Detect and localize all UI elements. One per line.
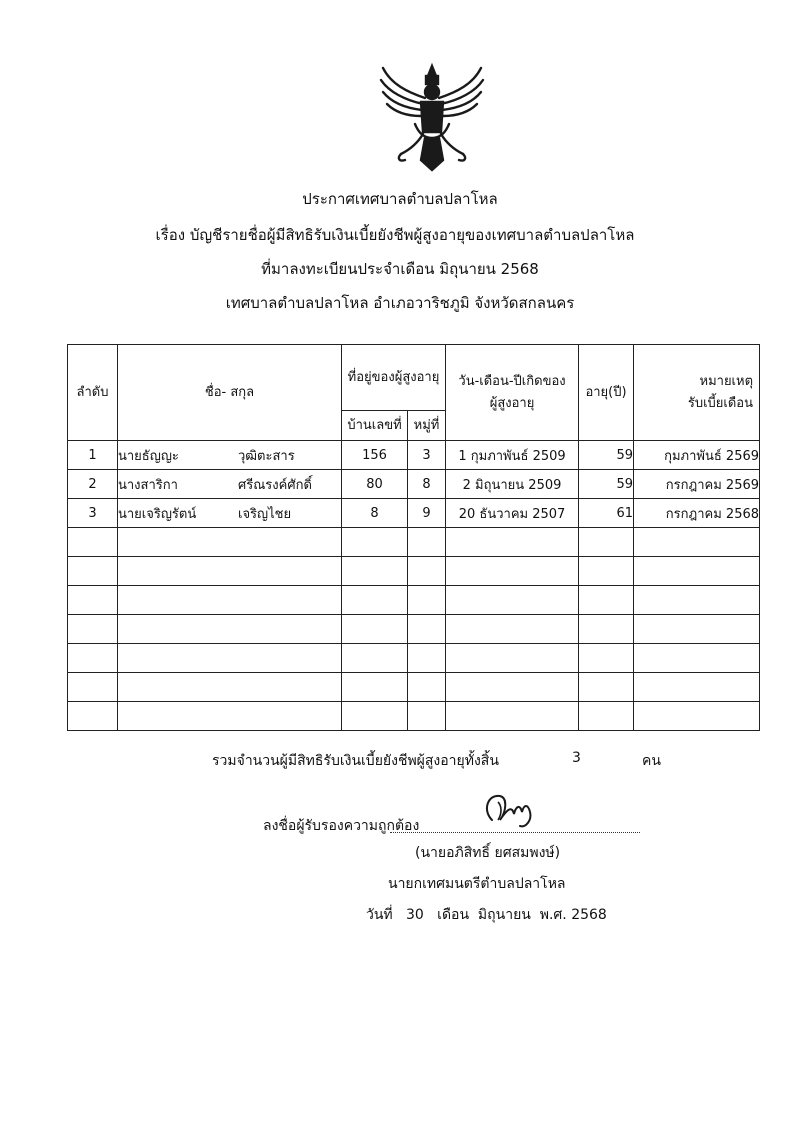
handwritten-signature bbox=[478, 790, 538, 832]
cell-no: 1 bbox=[68, 441, 118, 470]
cell-name bbox=[118, 499, 342, 528]
announcement-location: เทศบาลตำบลปลาโหล อำเภอวาริชภูมิ จังหวัดสกลนคร bbox=[225, 294, 575, 312]
col-header-remark-line2: รับเบี้ยเดือน bbox=[687, 395, 754, 411]
cell-surname: ศรีณรงค์ศักดิ์ bbox=[238, 477, 312, 493]
cell-house-no: 156 bbox=[342, 441, 408, 470]
table-row bbox=[68, 470, 760, 499]
cell-age: 61 bbox=[579, 499, 634, 528]
table-row-empty bbox=[68, 702, 760, 731]
cell-remark: กรกฎาคม 2569 bbox=[634, 470, 760, 499]
signer-position: นายกเทศมนตรีตำบลปลาโหล bbox=[388, 876, 566, 892]
cell-village: 3 bbox=[408, 441, 446, 470]
col-header-remark-line1: หมายเหตุ bbox=[699, 373, 754, 389]
summary-label: รวมจำนวนผู้มีสิทธิรับเงินเบี้ยยังชีพผู้สูงอายุทั้งสิ้น bbox=[212, 753, 499, 769]
cell-given-name: นางสาริกา bbox=[118, 477, 178, 493]
announcement-subject: เรื่อง บัญชีรายชื่อผู้มีสิทธิรับเงินเบี้ยยังชีพผู้สูงอายุของเทศบาลตำบลปลาโหล bbox=[155, 226, 635, 244]
signer-name: (นายอภิสิทธิ์ ยศสมพงษ์) bbox=[415, 845, 561, 861]
table-row-empty bbox=[68, 644, 760, 673]
col-header-address: ที่อยู่ของผู้สูงอายุ bbox=[342, 345, 446, 411]
table-row-empty bbox=[68, 615, 760, 644]
cell-dob: 1 กุมภาพันธ์ 2509 bbox=[446, 441, 579, 470]
beneficiary-table bbox=[67, 344, 760, 731]
signature-label: ลงชื่อผู้รับรองความถูกต้อง bbox=[263, 818, 420, 834]
table-row-empty bbox=[68, 673, 760, 702]
cell-given-name: นายเจริญรัตน์ bbox=[118, 506, 197, 522]
cell-given-name: นายธัญญะ bbox=[118, 448, 179, 464]
garuda-emblem bbox=[377, 62, 487, 174]
table-row bbox=[68, 441, 760, 470]
cell-dob: 20 ธันวาคม 2507 bbox=[446, 499, 579, 528]
cell-name bbox=[118, 441, 342, 470]
cell-no: 3 bbox=[68, 499, 118, 528]
col-header-age: อายุ(ปี) bbox=[579, 345, 634, 441]
cell-house-no: 80 bbox=[342, 470, 408, 499]
cell-village: 8 bbox=[408, 470, 446, 499]
col-header-dob-line2: ผู้สูงอายุ bbox=[489, 395, 535, 411]
cell-remark: กุมภาพันธ์ 2569 bbox=[634, 441, 760, 470]
signature-date: วันที่ 30 เดือน มิถุนายน พ.ศ. 2568 bbox=[366, 907, 607, 923]
col-header-name: ชื่อ- สกุล bbox=[118, 345, 342, 441]
col-header-house-no: บ้านเลขที่ bbox=[342, 411, 408, 441]
col-header-village: หมู่ที่ bbox=[408, 411, 446, 441]
table-row bbox=[68, 499, 760, 528]
cell-surname: วุฒิตะสาร bbox=[238, 448, 295, 464]
cell-no: 2 bbox=[68, 470, 118, 499]
col-header-remark bbox=[634, 345, 760, 441]
table-row-empty bbox=[68, 557, 760, 586]
cell-age: 59 bbox=[579, 441, 634, 470]
cell-house-no: 8 bbox=[342, 499, 408, 528]
cell-name bbox=[118, 470, 342, 499]
cell-remark: กรกฎาคม 2568 bbox=[634, 499, 760, 528]
summary-unit: คน bbox=[642, 753, 661, 769]
cell-age: 59 bbox=[579, 470, 634, 499]
summary-count: 3 bbox=[572, 750, 581, 766]
col-header-dob-line1: วัน-เดือน-ปีเกิดของ bbox=[458, 373, 566, 389]
table-row-empty bbox=[68, 586, 760, 615]
cell-dob: 2 มิถุนายน 2509 bbox=[446, 470, 579, 499]
col-header-no: ลำดับ bbox=[68, 345, 118, 441]
announcement-title: ประกาศเทศบาลตำบลปลาโหล bbox=[302, 190, 498, 208]
announcement-period: ที่มาลงทะเบียนประจำเดือน มิถุนายน 2568 bbox=[261, 260, 539, 278]
cell-surname: เจริญไชย bbox=[238, 506, 292, 522]
table-row-empty bbox=[68, 528, 760, 557]
col-header-dob bbox=[446, 345, 579, 441]
cell-village: 9 bbox=[408, 499, 446, 528]
